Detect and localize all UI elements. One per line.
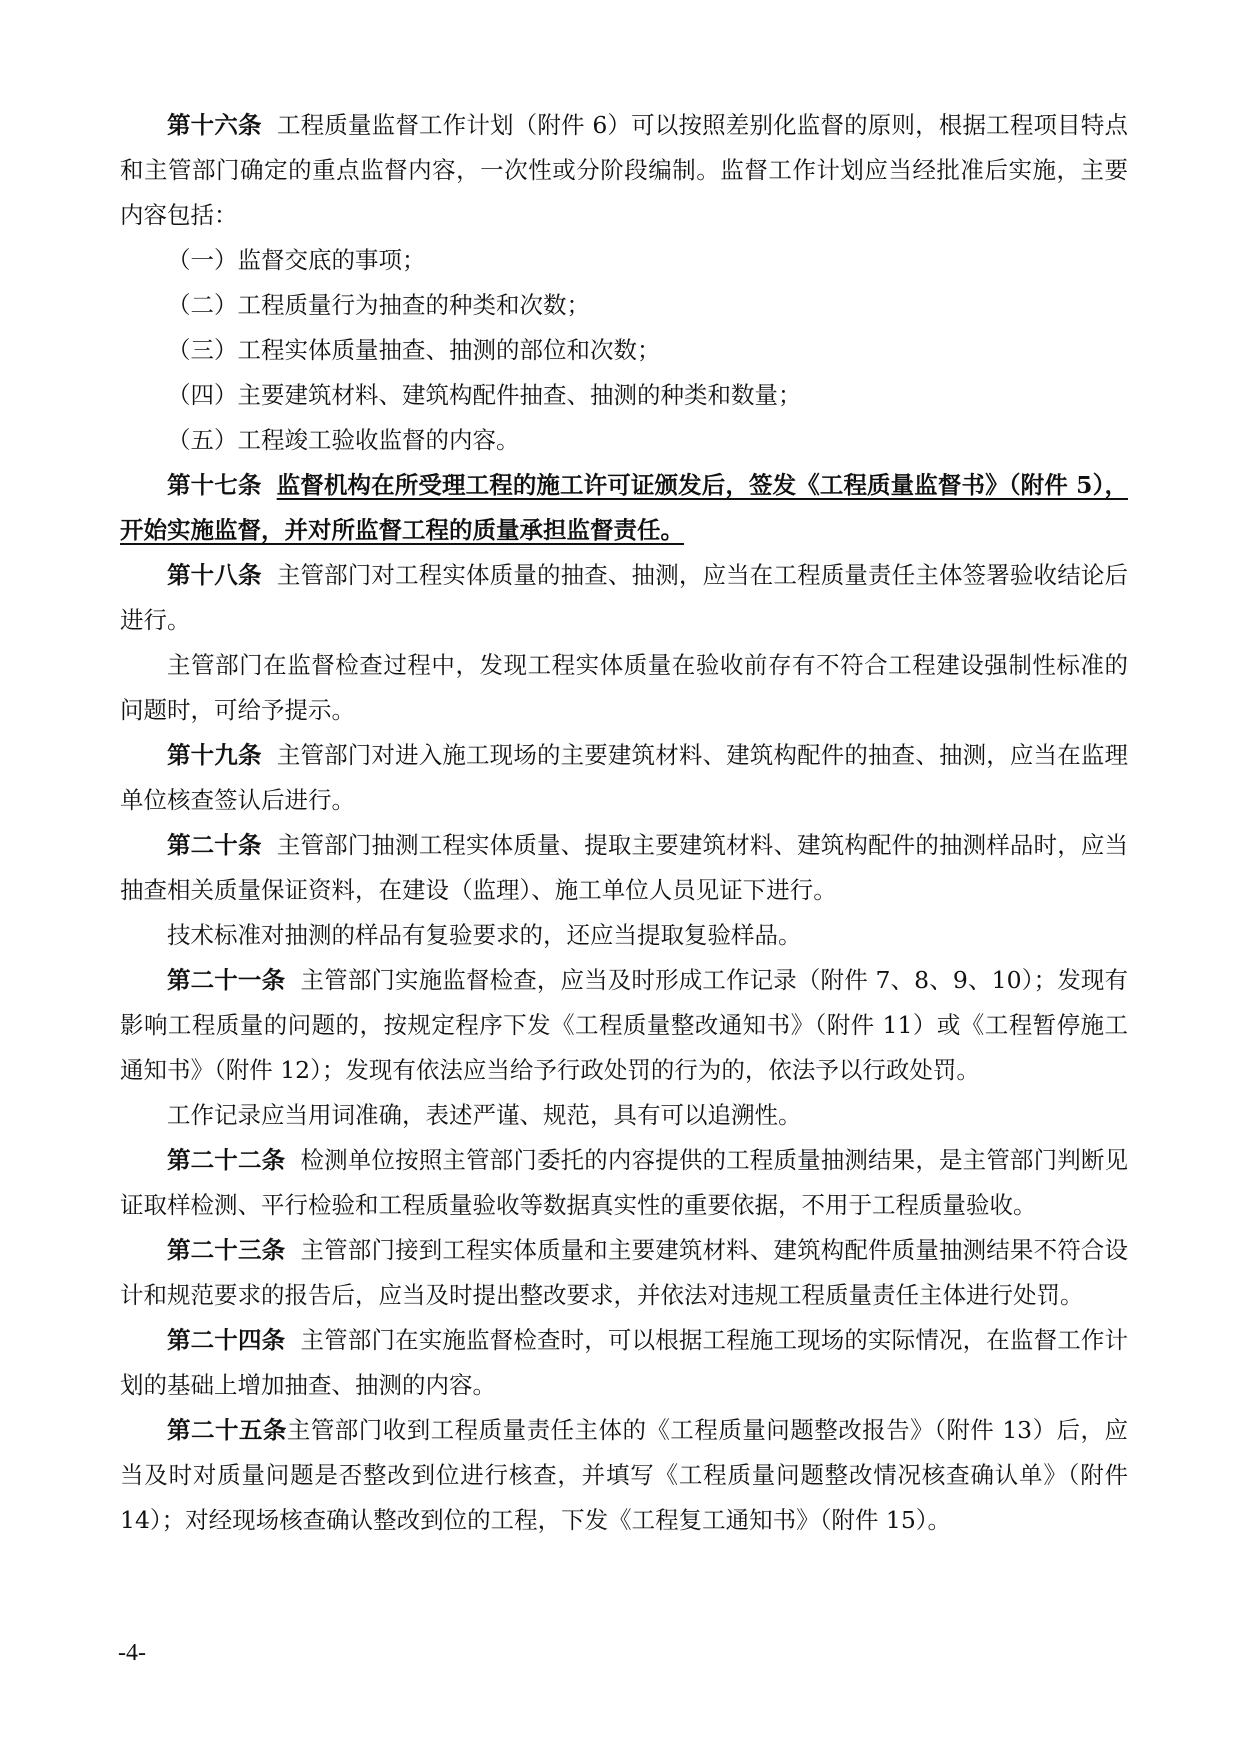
article-text: 工程质量监督工作计划（附件 6）可以按照差别化监督的原则，根据工程项目特点和主管部门确定的重点监督内容，一次性或分阶段编制。监督工作计划应当经批准后实施，主要内容包括： (120, 111, 1128, 229)
article-text: 主管部门接到工程实体质量和主要建筑材料、建筑构配件质量抽测结果不符合设计和规范要求的报告后，应当及时提出整改要求，并依法对违规工程质量责任主体进行处罚。 (120, 1236, 1129, 1309)
article-title: 第十六条 (167, 111, 262, 139)
article-text-emphasized: 监督机构在所受理工程的施工许可证颁发后，签发《工程质量监督书》（附件 5），开始实施监督，并对所监督工程的质量承担监督责任。 (120, 471, 1128, 544)
list-item: （五）工程竣工验收监督的内容。 (167, 426, 520, 454)
article-25 (120, 1408, 1128, 1543)
article-title: 第十八条 (167, 561, 262, 589)
article-22 (120, 1138, 1128, 1228)
document-body (120, 103, 1128, 1543)
article-title: 第二十一条 (167, 966, 286, 994)
article-title: 第十七条 (167, 471, 262, 499)
article-24 (120, 1318, 1128, 1408)
article-18 (120, 553, 1128, 643)
article-text: 主管部门对进入施工现场的主要建筑材料、建筑构配件的抽查、抽测，应当在监理单位核查签认后进行。 (120, 741, 1129, 814)
article-title: 第二十五条 (167, 1416, 287, 1444)
article-title: 第十九条 (167, 741, 262, 769)
list-item: （四）主要建筑材料、建筑构配件抽查、抽测的种类和数量； (167, 381, 802, 409)
list-item: （三）工程实体质量抽查、抽测的部位和次数； (167, 336, 661, 364)
article-text: 主管部门对工程实体质量的抽查、抽测，应当在工程质量责任主体签署验收结论后进行。 (120, 561, 1129, 634)
list-item: （二）工程质量行为抽查的种类和次数； (167, 291, 590, 319)
article-17 (120, 463, 1128, 553)
article-title: 第二十二条 (167, 1146, 286, 1174)
paragraph: 工作记录应当用词准确，表述严谨、规范，具有可以追溯性。 (167, 1101, 802, 1129)
list-item: （一）监督交底的事项； (167, 246, 426, 274)
article-21 (120, 958, 1128, 1093)
article-text: 检测单位按照主管部门委托的内容提供的工程质量抽测结果，是主管部门判断见证取样检测、平行检验和工程质量验收等数据真实性的重要依据，不用于工程质量验收。 (120, 1146, 1129, 1219)
article-text: 主管部门抽测工程实体质量、提取主要建筑材料、建筑构配件的抽测样品时，应当抽查相关质量保证资料，在建设（监理）、施工单位人员见证下进行。 (120, 831, 1129, 904)
paragraph: 主管部门在监督检查过程中，发现工程实体质量在验收前存有不符合工程建设强制性标准的问题时，可给予提示。 (120, 651, 1128, 724)
article-16 (120, 103, 1128, 238)
paragraph: 技术标准对抽测的样品有复验要求的，还应当提取复验样品。 (167, 921, 802, 949)
article-23 (120, 1228, 1128, 1318)
article-text: 主管部门在实施监督检查时，可以根据工程施工现场的实际情况，在监督工作计划的基础上增加抽查、抽测的内容。 (120, 1326, 1129, 1399)
page-number: -4- (118, 1640, 146, 1666)
article-text: 主管部门收到工程质量责任主体的《工程质量问题整改报告》（附件 13）后，应当及时对质量问题是否整改到位进行核查，并填写《工程质量问题整改情况核查确认单》（附件 14）；对经现场核查确认整改到位的工程，下发《工程复工通知书》（附件 15）。 (120, 1416, 1128, 1534)
article-title: 第二十条 (167, 831, 262, 859)
article-text: 主管部门实施监督检查，应当及时形成工作记录（附件 7、8、9、10）；发现有影响工程质量的问题的，按规定程序下发《工程质量整改通知书》（附件 11）或《工程暂停施工通知书》（附件 12）；发现有依法应当给予行政处罚的行为的，依法予以行政处罚。 (120, 966, 1129, 1084)
article-19 (120, 733, 1128, 823)
article-title: 第二十三条 (167, 1236, 286, 1264)
article-title: 第二十四条 (167, 1326, 286, 1354)
article-20 (120, 823, 1128, 913)
